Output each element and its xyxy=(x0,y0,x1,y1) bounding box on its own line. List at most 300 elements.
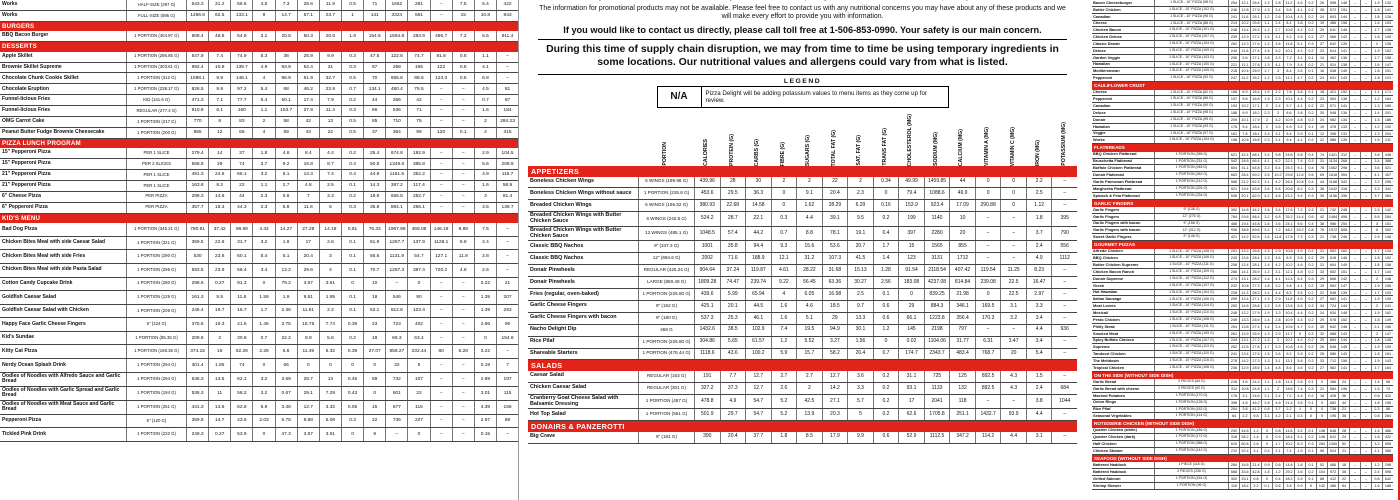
value-cell: 0 xyxy=(1305,413,1316,419)
value-cell: 30.27 xyxy=(847,277,873,288)
value-cell: 8.9 xyxy=(1283,255,1294,261)
value-cell: 147 xyxy=(1338,283,1349,289)
value-cell: 12.1 xyxy=(1283,269,1294,275)
value-cell: – xyxy=(1349,386,1360,392)
value-cell: 814.84 xyxy=(949,277,975,288)
value-cell: – xyxy=(1349,221,1360,227)
table-row xyxy=(1092,303,1393,310)
value-cell: 16.8 xyxy=(297,159,319,169)
value-cell: – xyxy=(1360,344,1371,350)
table-row xyxy=(1092,428,1393,435)
value-cell: 4.4 xyxy=(319,148,341,158)
table-row xyxy=(528,383,1077,395)
value-cell: 6.4 xyxy=(1283,131,1294,137)
table-row xyxy=(1092,344,1393,351)
value-cell: 0.4 xyxy=(341,159,363,169)
center-nutrition-table xyxy=(528,166,1077,444)
value-cell: 375.6 xyxy=(186,318,208,331)
value-cell: 239 xyxy=(1228,34,1239,40)
value-cell: 1.8 xyxy=(252,148,274,158)
value-cell: 2.3 xyxy=(1371,407,1382,413)
value-cell: 8.4 xyxy=(1283,68,1294,74)
value-cell: 22 xyxy=(1316,103,1327,109)
value-cell: 471.3 xyxy=(186,95,208,105)
value-cell: 586 xyxy=(1327,137,1338,143)
value-cell: 4.8 xyxy=(1272,365,1283,371)
value-cell: 2.8 xyxy=(1272,0,1283,6)
value-cell: 7.2 xyxy=(1283,393,1294,399)
item-portion: 6 WINGS (242.5 G) xyxy=(638,212,694,226)
value-cell: 1967.98 xyxy=(385,223,407,236)
item-name: 21" Pepperoni Pizza xyxy=(2,171,51,178)
value-cell: 611 xyxy=(1327,27,1338,33)
value-cell: 0.2 xyxy=(1305,34,1316,40)
value-cell: – xyxy=(452,95,474,105)
value-cell: 118 xyxy=(1228,483,1239,489)
value-cell: 486 xyxy=(1327,483,1338,489)
table-row xyxy=(0,73,518,84)
value-cell: 663 xyxy=(1228,172,1239,178)
table-row xyxy=(1092,103,1393,110)
value-cell: 720.2 xyxy=(430,264,452,277)
value-cell: 122 xyxy=(430,63,452,73)
value-cell: 33 xyxy=(1316,269,1327,275)
value-cell: 2.8 xyxy=(1272,317,1283,323)
value-cell: 14.7 xyxy=(208,415,230,428)
value-cell: 136 xyxy=(1338,55,1349,61)
value-cell: 855 xyxy=(186,128,208,138)
value-cell: – xyxy=(1360,214,1371,220)
value-cell: 32 xyxy=(385,359,407,372)
item-portion: 1 PORTION (457 G) xyxy=(638,395,694,409)
table-row xyxy=(0,332,518,346)
item-name: Bruschetta Flatbread xyxy=(1093,158,1132,164)
value-cell: 20.6 xyxy=(1283,186,1294,192)
value-cell: 134.1 xyxy=(363,84,385,94)
value-cell: – xyxy=(430,181,452,191)
value-cell: 66.5 xyxy=(230,0,252,10)
value-cell: 1.2 xyxy=(873,325,899,336)
table-row xyxy=(528,313,1077,325)
item-name: Mexicali xyxy=(1093,309,1109,315)
value-cell: – xyxy=(1360,90,1371,96)
item-name: Greek xyxy=(1093,282,1105,288)
value-cell: – xyxy=(430,278,452,291)
table-row xyxy=(1092,152,1393,159)
table-row xyxy=(528,253,1077,265)
value-cell: 107 xyxy=(407,373,429,386)
value-cell: 228 xyxy=(1228,290,1239,296)
value-cell: 3.2 xyxy=(252,373,274,386)
value-cell: – xyxy=(1349,434,1360,440)
value-cell: 22.68 xyxy=(720,200,746,211)
value-cell: 0.1 xyxy=(341,181,363,191)
value-cell: 1.9 xyxy=(1371,48,1382,54)
value-cell: 5.32 xyxy=(319,345,341,358)
value-cell: 148 xyxy=(1338,310,1349,316)
value-cell: 3.1 xyxy=(1250,448,1261,454)
table-row xyxy=(0,401,518,415)
table-row xyxy=(0,148,518,159)
value-cell: – xyxy=(1349,234,1360,240)
value-cell: – xyxy=(452,181,474,191)
value-cell: 12.7 xyxy=(745,371,771,382)
item-portion: 1 SLICE - 10" PIZZA (105 G) xyxy=(1154,68,1228,74)
value-cell: 41.5 xyxy=(847,253,873,264)
table-row xyxy=(1092,165,1393,172)
table-row xyxy=(1092,462,1393,469)
table-row xyxy=(1092,21,1393,28)
item-portion: 1 SLICE - 10" PIZZA (110 G) xyxy=(1154,351,1228,357)
value-cell: – xyxy=(452,359,474,372)
value-cell: 1.9 xyxy=(1261,90,1272,96)
value-cell: 9.9 xyxy=(847,432,873,443)
value-cell: 191 xyxy=(694,371,720,382)
value-cell: 22 xyxy=(1338,476,1349,482)
value-cell: 1.4 xyxy=(1371,379,1382,385)
value-cell: – xyxy=(1349,296,1360,302)
item-name: Donair xyxy=(1093,116,1106,122)
value-cell: 196 xyxy=(1338,386,1349,392)
item-name: Garlic Cheese Fingers xyxy=(530,302,587,309)
value-cell: 96.9 xyxy=(275,73,297,83)
value-cell: 11.6 xyxy=(230,291,252,304)
value-cell: 284 xyxy=(1382,214,1393,220)
value-cell: 49.9 xyxy=(949,188,975,199)
value-cell: 146 xyxy=(1382,234,1393,240)
value-cell: 7.3 xyxy=(275,0,297,10)
value-cell: 141 xyxy=(1338,48,1349,54)
value-cell: 0.1 xyxy=(1305,55,1316,61)
table-row xyxy=(0,192,518,203)
value-cell: 4.1 xyxy=(1294,7,1305,13)
value-cell: 71.6 xyxy=(720,253,746,264)
value-cell: – xyxy=(1349,476,1360,482)
value-cell: 90 xyxy=(407,291,429,304)
item-portion: 1 SLICE - 10" PIZZA (104 G) xyxy=(1154,137,1228,143)
value-cell: 2041 xyxy=(924,395,950,409)
value-cell: 9 xyxy=(252,11,274,21)
value-cell: 88 xyxy=(1382,407,1393,413)
value-cell: 2.9 xyxy=(1371,207,1382,213)
value-cell: 7.2 xyxy=(1294,207,1305,213)
value-cell: 0.1 xyxy=(341,291,363,304)
value-cell: 0.7 xyxy=(341,84,363,94)
value-cell: – xyxy=(1349,413,1360,419)
value-cell: 7.8 xyxy=(1239,131,1250,137)
value-cell: 212 xyxy=(1228,448,1239,454)
value-cell: 5.5 xyxy=(208,291,230,304)
value-cell: 1.2 xyxy=(1261,0,1272,6)
value-cell: – xyxy=(1349,483,1360,489)
value-cell: 18 xyxy=(1338,462,1349,468)
column-header xyxy=(720,110,746,166)
value-cell: 1349.6 xyxy=(385,159,407,169)
value-cell: 241 xyxy=(1228,351,1239,357)
table-row xyxy=(1092,476,1393,483)
value-cell: 239.08 xyxy=(975,277,1001,288)
item-portion: 1 PIECE (118 G) xyxy=(1154,462,1228,468)
value-cell: 13.4 xyxy=(1239,27,1250,33)
item-name: Veggie xyxy=(1093,130,1106,136)
value-cell: 0.5 xyxy=(452,73,474,83)
value-cell: 884.1 xyxy=(385,203,407,213)
value-cell: 2 xyxy=(252,117,274,127)
value-cell: 27.6 xyxy=(1250,41,1261,47)
value-cell: 7.4 xyxy=(319,170,341,180)
value-cell: 142 xyxy=(1316,483,1327,489)
notice-contact: If you would like to contact us directly, please call toll free at 1-506-853-0990. Your safety is our main concern. xyxy=(538,25,1067,40)
item-portion: 1 PORTION (251 G) xyxy=(126,401,186,414)
value-cell: 7.6 xyxy=(1283,90,1294,96)
value-cell: 20.4 xyxy=(297,250,319,263)
value-cell: – xyxy=(385,428,407,441)
value-cell: 677 xyxy=(385,401,407,414)
value-cell: 36.3 xyxy=(745,188,771,199)
value-cell: – xyxy=(1349,68,1360,74)
value-cell: 88.4 xyxy=(1250,214,1261,220)
value-cell: 9.9 xyxy=(319,52,341,62)
value-cell: 123 xyxy=(898,253,924,264)
value-cell: 780.91 xyxy=(186,223,208,236)
value-cell: 12.7 xyxy=(297,401,319,414)
value-cell: 66 xyxy=(363,106,385,116)
value-cell: 2.2 xyxy=(1272,90,1283,96)
value-cell: 3.3 xyxy=(1272,55,1283,61)
value-cell: 1.4 xyxy=(1261,317,1272,323)
value-cell: 301.4 xyxy=(186,359,208,372)
value-cell: 14.7 xyxy=(275,11,297,21)
value-cell: 614 xyxy=(1327,48,1338,54)
value-cell: 0.5 xyxy=(341,73,363,83)
value-cell: 38 xyxy=(1338,413,1349,419)
value-cell: 402 xyxy=(407,318,429,331)
value-cell: 2.96 xyxy=(474,318,496,331)
value-cell: 0.9 xyxy=(1294,483,1305,489)
item-name: Oodles of Noodles with Alfredo Sauce and Garlic Bread xyxy=(2,372,121,385)
item-name: Smoked Meat xyxy=(1093,330,1119,336)
value-cell: 0.3 xyxy=(1305,117,1316,123)
value-cell: 736 xyxy=(385,415,407,428)
value-cell: 1.6 xyxy=(771,313,797,324)
item-name: Bad Dog Pizza xyxy=(2,225,38,232)
value-cell: 604 xyxy=(1327,262,1338,268)
value-cell: 4.8 xyxy=(452,264,474,277)
value-cell: 1134 xyxy=(1327,159,1338,165)
value-cell: 10.4 xyxy=(1283,96,1294,102)
value-cell: 0.2 xyxy=(1305,317,1316,323)
value-cell: 0.2 xyxy=(1305,365,1316,371)
value-cell: 1.8 xyxy=(1261,55,1272,61)
value-cell: – xyxy=(1349,324,1360,330)
section-title: GOURMET PIZZAS xyxy=(1094,242,1136,248)
value-cell: 5.6 xyxy=(474,159,496,169)
section-header xyxy=(528,166,1077,177)
value-cell: 52.9 xyxy=(898,432,924,443)
value-cell: 52.4 xyxy=(297,63,319,73)
value-cell: 74 xyxy=(1382,386,1393,392)
value-cell: 4.2 xyxy=(1272,413,1283,419)
value-cell: – xyxy=(1051,277,1077,288)
value-cell: 138 xyxy=(1338,96,1349,102)
value-cell: 18 xyxy=(363,291,385,304)
value-cell: 28.2 xyxy=(1250,276,1261,282)
value-cell: 19 xyxy=(1316,124,1327,130)
value-cell: 22.5 xyxy=(1000,289,1026,300)
value-cell: – xyxy=(1349,110,1360,116)
item-portion: 1 SLICE - 10" PIZZA (108 G) xyxy=(1154,317,1228,323)
value-cell: 33 xyxy=(1316,358,1327,364)
item-portion: 12" (312 G) xyxy=(1154,227,1228,233)
value-cell: 1042 xyxy=(1328,186,1338,191)
value-cell: 29.5 xyxy=(720,188,746,199)
item-name: Chicken Bites Meal with side Fries xyxy=(2,252,86,259)
section-title: APPETIZERS xyxy=(531,166,580,176)
value-cell: 43.6 xyxy=(720,349,746,360)
item-name: Grilled Salmon xyxy=(1093,475,1121,481)
value-cell: 304.86 xyxy=(694,337,720,348)
value-cell: 10.4 xyxy=(1283,310,1294,316)
value-cell: 923.4 xyxy=(924,200,950,211)
value-cell: 3 xyxy=(1272,68,1283,74)
value-cell: 536 xyxy=(1228,193,1239,199)
value-cell: 1.6 xyxy=(1261,234,1272,240)
value-cell: 116.7 xyxy=(496,170,518,180)
column-header xyxy=(694,110,720,166)
value-cell: 8.5 xyxy=(796,432,822,443)
value-cell: 568 xyxy=(1228,179,1239,185)
value-cell: 2.3 xyxy=(847,188,873,199)
value-cell: – xyxy=(1051,409,1077,420)
item-name: Italian Sausage xyxy=(1093,296,1122,302)
value-cell: 0.2 xyxy=(1305,14,1316,20)
item-name: Bacon Cheeseburger xyxy=(1093,0,1133,5)
value-cell: 63.8 xyxy=(1250,186,1261,192)
item-portion: 12 WINGS (485.1 G) xyxy=(638,227,694,241)
value-cell: 0.39 xyxy=(341,318,363,331)
value-cell: 171 xyxy=(1382,90,1393,96)
value-cell: 21 xyxy=(1338,448,1349,454)
value-cell: 16.4 xyxy=(1250,90,1261,96)
value-cell: 0 xyxy=(474,332,496,345)
value-cell: 0.2 xyxy=(1305,255,1316,261)
value-cell: 4.9 xyxy=(720,395,746,409)
value-cell: 243 xyxy=(1228,255,1239,261)
item-portion: HALF-SIZE (297 G) xyxy=(126,0,186,10)
value-cell: 5.78 xyxy=(275,415,297,428)
value-cell: 15 xyxy=(898,241,924,252)
value-cell: 4.1 xyxy=(1272,62,1283,68)
value-cell: 723 xyxy=(385,318,407,331)
value-cell: 421 xyxy=(1327,90,1338,96)
value-cell: – xyxy=(430,387,452,400)
item-portion: LARGE (850.49 G) xyxy=(638,277,694,288)
value-cell: 2.9 xyxy=(1272,249,1283,255)
value-cell: 0.2 xyxy=(1305,269,1316,275)
item-portion: 1 SLICE - 10" PIZZA (111 G) xyxy=(1154,324,1228,330)
value-cell: 158 xyxy=(1338,21,1349,27)
value-cell: – xyxy=(1349,159,1360,165)
item-portion: 1 SLICE - 10" PIZZA (92 G) xyxy=(1154,75,1228,81)
value-cell: – xyxy=(452,428,474,441)
value-cell: 1.8 xyxy=(1294,462,1305,468)
value-cell: 25.4 xyxy=(363,148,385,158)
value-cell: 10.2 xyxy=(1272,172,1283,178)
value-cell: 256.1 xyxy=(407,203,429,213)
value-cell: 162 xyxy=(1338,249,1349,255)
value-cell: – xyxy=(1051,432,1077,443)
value-cell: – xyxy=(452,373,474,386)
value-cell: 0.2 xyxy=(1305,469,1316,475)
value-cell: 19.5 xyxy=(796,325,822,336)
value-cell: 47.5 xyxy=(363,52,385,62)
value-cell: 2.1 xyxy=(1272,448,1283,454)
value-cell: 23 xyxy=(1316,48,1327,54)
value-cell: 1.8 xyxy=(1371,68,1382,74)
value-cell: 4.6 xyxy=(275,148,297,158)
value-cell: 78.1 xyxy=(822,227,848,241)
value-cell: 17.4 xyxy=(297,95,319,105)
value-cell: 29 xyxy=(1316,255,1327,261)
value-cell: 3.2 xyxy=(1371,441,1382,447)
value-cell: 99 xyxy=(407,128,429,138)
value-cell: – xyxy=(496,250,518,263)
value-cell: 22 xyxy=(407,387,429,400)
value-cell: 27.1 xyxy=(822,395,848,409)
value-cell: 12 xyxy=(1316,131,1327,137)
value-cell: 146 xyxy=(1338,27,1349,33)
item-portion: 1 PORTION (114 G) xyxy=(1154,413,1228,419)
value-cell: 2.6 xyxy=(771,383,797,394)
item-name: Chicken Caesar Salad xyxy=(530,384,587,391)
value-cell: 17.9 xyxy=(1250,117,1261,123)
value-cell: 1001 xyxy=(694,241,720,252)
table-row xyxy=(528,289,1077,301)
value-cell: – xyxy=(1360,303,1371,309)
value-cell: 1.8 xyxy=(1261,283,1272,289)
value-cell: 1.3 xyxy=(1261,249,1272,255)
value-cell: 159 xyxy=(1382,344,1393,350)
item-name: Sweet Garlic Fingers xyxy=(1093,234,1132,240)
value-cell: 1.6 xyxy=(1371,21,1382,27)
value-cell: 1.8 xyxy=(1272,379,1283,385)
value-cell: 12.9 xyxy=(1239,34,1250,40)
value-cell: 1.7 xyxy=(1371,269,1382,275)
value-cell: – xyxy=(452,291,474,304)
value-cell: 422 xyxy=(1382,434,1393,440)
item-name: Half Chicken xyxy=(1093,441,1117,447)
value-cell: 141 xyxy=(1338,103,1349,109)
value-cell: 4.3 xyxy=(1294,14,1305,20)
value-cell: 50.8 xyxy=(363,159,385,169)
value-cell: 1.62 xyxy=(796,200,822,211)
value-cell: 3.6 xyxy=(1294,400,1305,406)
value-cell: 3.4 xyxy=(1294,62,1305,68)
value-cell: 176 xyxy=(1228,124,1239,130)
value-cell: 184 xyxy=(496,106,518,116)
value-cell: 15.76 xyxy=(297,318,319,331)
item-name: Battered Haddock xyxy=(1093,469,1127,475)
value-cell: 3.6 xyxy=(1261,186,1272,192)
item-name: Alfredo Chicken xyxy=(1093,248,1123,254)
table-row xyxy=(0,237,518,251)
value-cell: 3.4 xyxy=(1272,207,1283,213)
value-cell: 296 xyxy=(1382,179,1393,185)
value-cell: 5.4 xyxy=(1294,276,1305,282)
value-cell: 3.01 xyxy=(474,387,496,400)
value-cell: 387.2 xyxy=(385,181,407,191)
value-cell: 81.8 xyxy=(430,52,452,62)
